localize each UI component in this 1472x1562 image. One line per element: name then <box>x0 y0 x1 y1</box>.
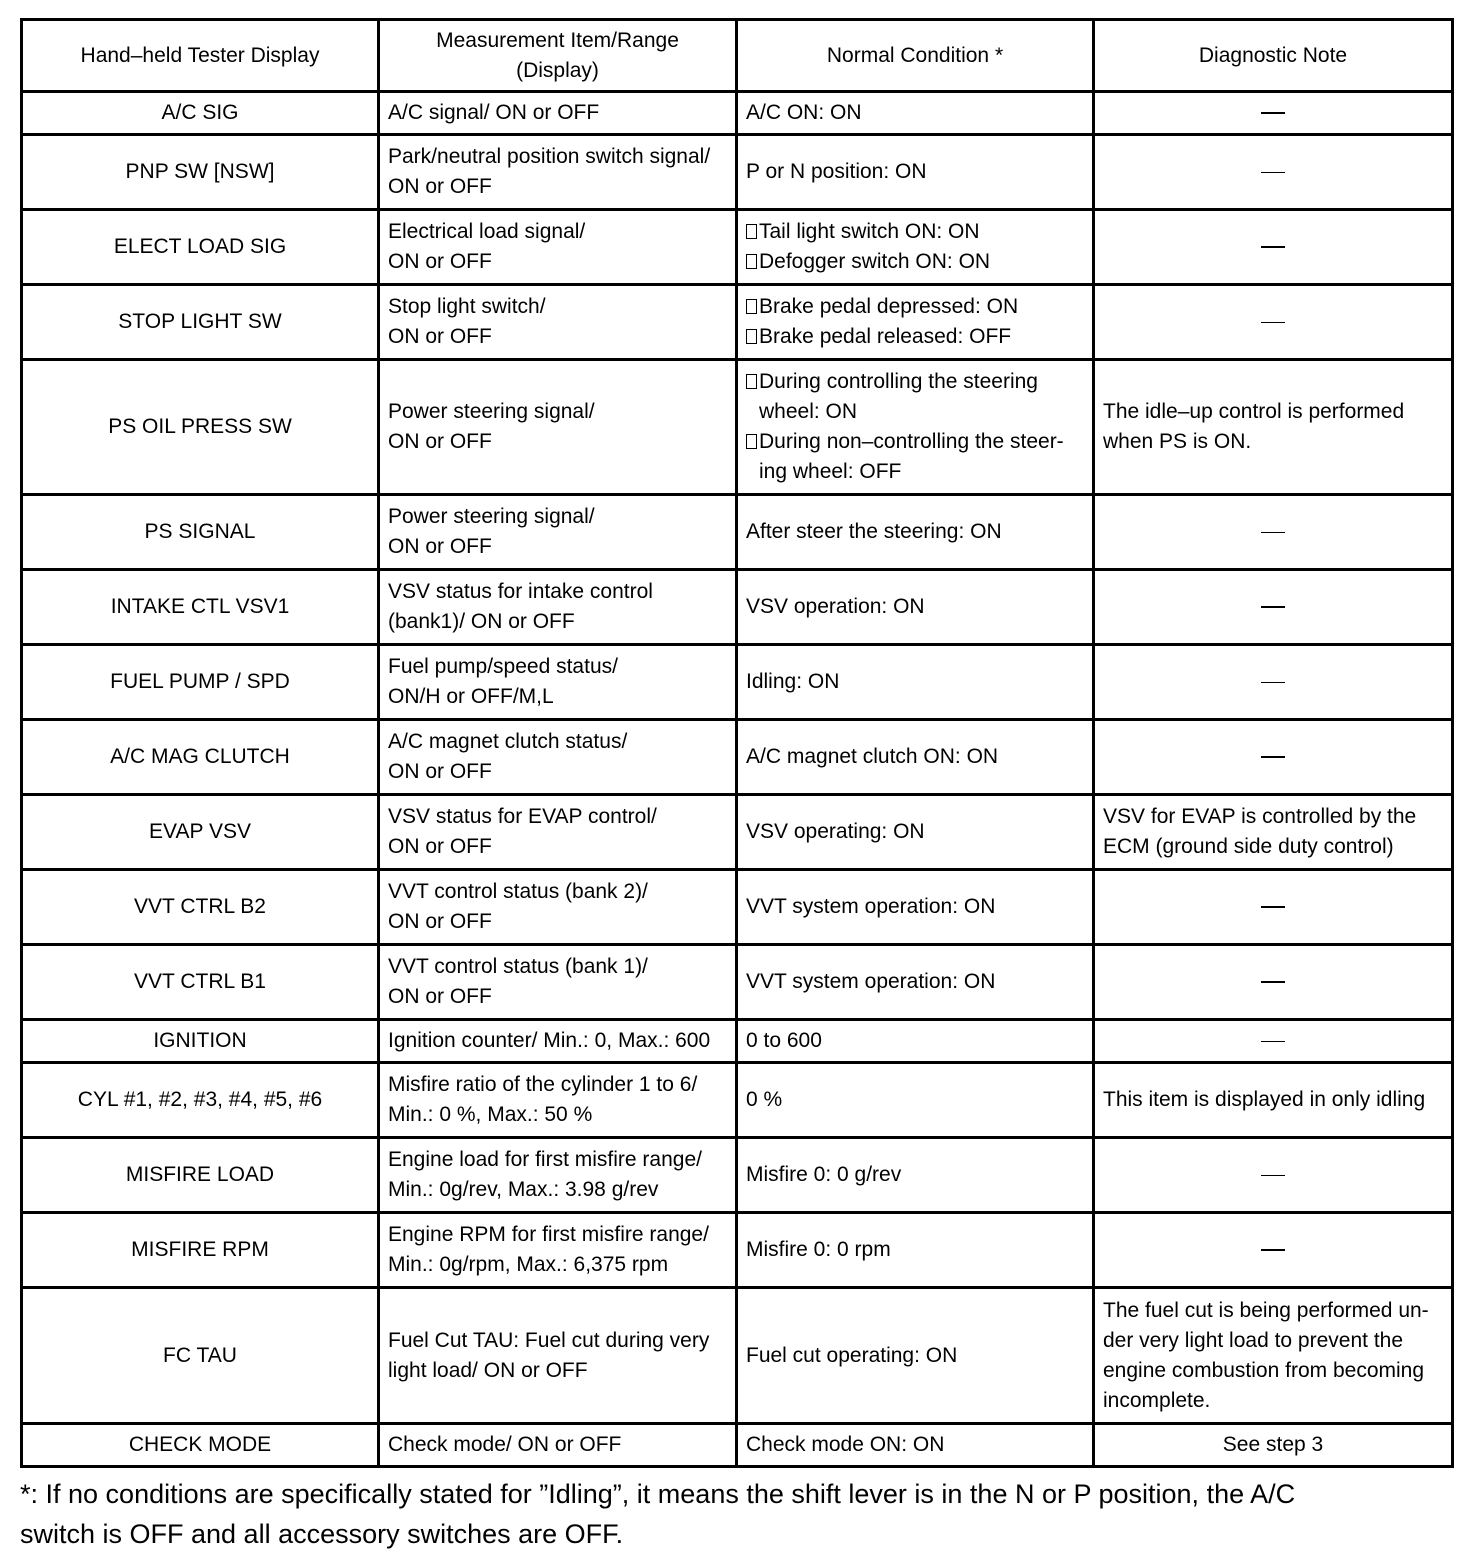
normal-condition-item <box>746 217 1084 247</box>
normal-condition-cell <box>737 360 1094 495</box>
normal-condition-text: VVT system operation: ON <box>746 970 996 993</box>
data-list-table <box>20 18 1454 1468</box>
display-name-cell: A/C SIG <box>22 92 379 135</box>
table-row <box>22 795 1453 870</box>
diagnostic-note-cell <box>1094 645 1453 720</box>
column-header-normal-condition: Normal Condition * <box>737 20 1094 92</box>
diagnostic-note-cell <box>1094 1138 1453 1213</box>
measurement-cell: Misfire ratio of the cylinder 1 to 6/ Min.: 0 %, Max.: 50 % <box>379 1063 737 1138</box>
normal-condition-text: Idling: ON <box>746 670 840 693</box>
normal-condition-item <box>746 322 1084 352</box>
normal-condition-cell <box>737 285 1094 360</box>
table-row <box>22 570 1453 645</box>
no-note-dash <box>1261 906 1285 908</box>
measurement-cell: VVT control status (bank 1)/ ON or OFF <box>379 945 737 1020</box>
table-row <box>22 495 1453 570</box>
measurement-cell: Electrical load signal/ ON or OFF <box>379 210 737 285</box>
display-name-cell: VVT CTRL B1 <box>22 945 379 1020</box>
diagnostic-note-cell <box>1094 570 1453 645</box>
normal-condition-text: A/C magnet clutch ON: ON <box>746 745 999 768</box>
display-name-cell: FC TAU <box>22 1288 379 1424</box>
table-body <box>22 92 1453 1467</box>
table-row <box>22 285 1453 360</box>
normal-condition-text: Brake pedal released: OFF <box>759 325 1012 348</box>
display-name-cell: FUEL PUMP / SPD <box>22 645 379 720</box>
no-note-dash <box>1261 1175 1285 1176</box>
bullet-box-icon <box>746 329 757 344</box>
table-row <box>22 645 1453 720</box>
no-note-dash <box>1261 1041 1285 1042</box>
bullet-box-icon <box>746 224 757 239</box>
measurement-cell: Power steering signal/ ON or OFF <box>379 495 737 570</box>
measurement-cell: Fuel pump/speed status/ ON/H or OFF/M,L <box>379 645 737 720</box>
diagnostic-note-cell <box>1094 870 1453 945</box>
normal-condition-item <box>746 367 1084 427</box>
measurement-cell: Check mode/ ON or OFF <box>379 1424 737 1467</box>
normal-condition-cell <box>737 645 1094 720</box>
table-row <box>22 945 1453 1020</box>
bullet-box-icon <box>746 299 757 314</box>
measurement-cell: Engine RPM for first misfire range/ Min.: 0g/rpm, Max.: 6,375 rpm <box>379 1213 737 1288</box>
measurement-cell: Fuel Cut TAU: Fuel cut during very light load/ ON or OFF <box>379 1288 737 1424</box>
normal-condition-text: P or N position: ON <box>746 160 927 183</box>
normal-condition-text: VSV operation: ON <box>746 595 925 618</box>
measurement-cell: Park/neutral position switch signal/ ON or OFF <box>379 135 737 210</box>
measurement-cell: Power steering signal/ ON or OFF <box>379 360 737 495</box>
normal-condition-cell <box>737 135 1094 210</box>
measurement-cell: A/C signal/ ON or OFF <box>379 92 737 135</box>
no-note-dash <box>1261 981 1285 983</box>
normal-condition-text: Defogger switch ON: ON <box>759 250 991 273</box>
normal-condition-text: During controlling the steering wheel: ON <box>759 370 1038 423</box>
normal-condition-text: 0 to 600 <box>746 1029 822 1052</box>
diagnostic-note-cell <box>1094 285 1453 360</box>
table-row <box>22 92 1453 135</box>
measurement-cell: Ignition counter/ Min.: 0, Max.: 600 <box>379 1020 737 1063</box>
column-header-measurement: Measurement Item/Range (Display) <box>379 20 737 92</box>
normal-condition-text: Misfire 0: 0 g/rev <box>746 1163 902 1186</box>
no-note-dash <box>1261 606 1285 608</box>
normal-condition-text: VSV operating: ON <box>746 820 925 843</box>
table-row <box>22 1138 1453 1213</box>
diagnostic-note-cell <box>1094 1213 1453 1288</box>
normal-condition-cell <box>737 210 1094 285</box>
table-row <box>22 870 1453 945</box>
table-row <box>22 1288 1453 1424</box>
normal-condition-cell <box>737 1213 1094 1288</box>
no-note-dash <box>1261 756 1285 758</box>
normal-condition-text: Check mode ON: ON <box>746 1433 945 1456</box>
normal-condition-text: Misfire 0: 0 rpm <box>746 1238 891 1261</box>
normal-condition-cell <box>737 1288 1094 1424</box>
measurement-cell: A/C magnet clutch status/ ON or OFF <box>379 720 737 795</box>
normal-condition-cell <box>737 1063 1094 1138</box>
display-name-cell: STOP LIGHT SW <box>22 285 379 360</box>
table-row <box>22 1020 1453 1063</box>
bullet-box-icon <box>746 434 757 449</box>
display-name-cell: EVAP VSV <box>22 795 379 870</box>
column-header-display: Hand–held Tester Display <box>22 20 379 92</box>
display-name-cell: MISFIRE RPM <box>22 1213 379 1288</box>
table-row <box>22 135 1453 210</box>
normal-condition-text: 0 % <box>746 1088 783 1111</box>
diagnostic-note-cell: This item is displayed in only idling <box>1094 1063 1453 1138</box>
display-name-cell: ELECT LOAD SIG <box>22 210 379 285</box>
display-name-cell: VVT CTRL B2 <box>22 870 379 945</box>
measurement-cell: VVT control status (bank 2)/ ON or OFF <box>379 870 737 945</box>
diagnostic-note-cell: The idle–up control is performed when PS is ON. <box>1094 360 1453 495</box>
normal-condition-cell <box>737 945 1094 1020</box>
normal-condition-cell <box>737 495 1094 570</box>
table-row <box>22 1063 1453 1138</box>
normal-condition-text: During non–controlling the steer-ing wheel: OFF <box>759 430 1064 483</box>
normal-condition-text: Fuel cut operating: ON <box>746 1343 958 1367</box>
normal-condition-cell <box>737 1424 1094 1467</box>
normal-condition-cell <box>737 1138 1094 1213</box>
display-name-cell: CHECK MODE <box>22 1424 379 1467</box>
normal-condition-cell <box>737 870 1094 945</box>
diagnostic-note-cell <box>1094 495 1453 570</box>
no-note-dash <box>1261 682 1285 683</box>
diagnostic-note-cell <box>1094 1020 1453 1063</box>
measurement-cell: Engine load for first misfire range/ Min.: 0g/rev, Max.: 3.98 g/rev <box>379 1138 737 1213</box>
no-note-dash <box>1261 172 1285 173</box>
normal-condition-item <box>746 427 1084 487</box>
diagnostic-note-cell: The fuel cut is being performed un- der very light load to prevent the engine combustion from becoming incomplete. <box>1094 1288 1453 1424</box>
diagnostic-note-cell: See step 3 <box>1094 1424 1453 1467</box>
measurement-cell: VSV status for EVAP control/ ON or OFF <box>379 795 737 870</box>
no-note-dash <box>1261 322 1285 323</box>
table-row <box>22 360 1453 495</box>
normal-condition-cell <box>737 92 1094 135</box>
normal-condition-text: VVT system operation: ON <box>746 895 996 918</box>
normal-condition-item <box>746 247 1084 277</box>
display-name-cell: MISFIRE LOAD <box>22 1138 379 1213</box>
diagnostic-note-cell: VSV for EVAP is controlled by the ECM (ground side duty control) <box>1094 795 1453 870</box>
diagnostic-note-cell <box>1094 92 1453 135</box>
diagnostic-note-cell <box>1094 720 1453 795</box>
diagnostic-note-cell <box>1094 945 1453 1020</box>
normal-condition-cell <box>737 570 1094 645</box>
header-row <box>22 20 1453 92</box>
footnote: *: If no conditions are specifically stated for ”Idling”, it means the shift lever is in the N or P position, the A/C switch is OFF and all accessory switches are OFF. <box>20 1479 1296 1549</box>
display-name-cell: CYL #1, #2, #3, #4, #5, #6 <box>22 1063 379 1138</box>
normal-condition-cell <box>737 795 1094 870</box>
table-row <box>22 1213 1453 1288</box>
normal-condition-text: Tail light switch ON: ON <box>759 220 980 243</box>
no-note-dash <box>1261 246 1285 248</box>
normal-condition-cell <box>737 1020 1094 1063</box>
no-note-dash <box>1261 532 1285 533</box>
bullet-box-icon <box>746 374 757 389</box>
normal-condition-cell <box>737 720 1094 795</box>
bullet-box-icon <box>746 254 757 269</box>
display-name-cell: PS OIL PRESS SW <box>22 360 379 495</box>
display-name-cell: PS SIGNAL <box>22 495 379 570</box>
display-name-cell: PNP SW [NSW] <box>22 135 379 210</box>
measurement-cell: Stop light switch/ ON or OFF <box>379 285 737 360</box>
display-name-cell: IGNITION <box>22 1020 379 1063</box>
column-header-diagnostic-note: Diagnostic Note <box>1094 20 1453 92</box>
display-name-cell: A/C MAG CLUTCH <box>22 720 379 795</box>
normal-condition-text: A/C ON: ON <box>746 101 862 124</box>
table-row <box>22 720 1453 795</box>
measurement-cell: VSV status for intake control (bank1)/ ON or OFF <box>379 570 737 645</box>
normal-condition-item <box>746 292 1084 322</box>
table-row <box>22 1424 1453 1467</box>
table-row <box>22 210 1453 285</box>
no-note-dash <box>1261 1249 1285 1251</box>
no-note-dash <box>1261 112 1285 114</box>
normal-condition-text: Brake pedal depressed: ON <box>759 295 1019 318</box>
diagnostic-note-cell <box>1094 135 1453 210</box>
diagnostic-note-cell <box>1094 210 1453 285</box>
normal-condition-text: After steer the steering: ON <box>746 520 1002 543</box>
display-name-cell: INTAKE CTL VSV1 <box>22 570 379 645</box>
